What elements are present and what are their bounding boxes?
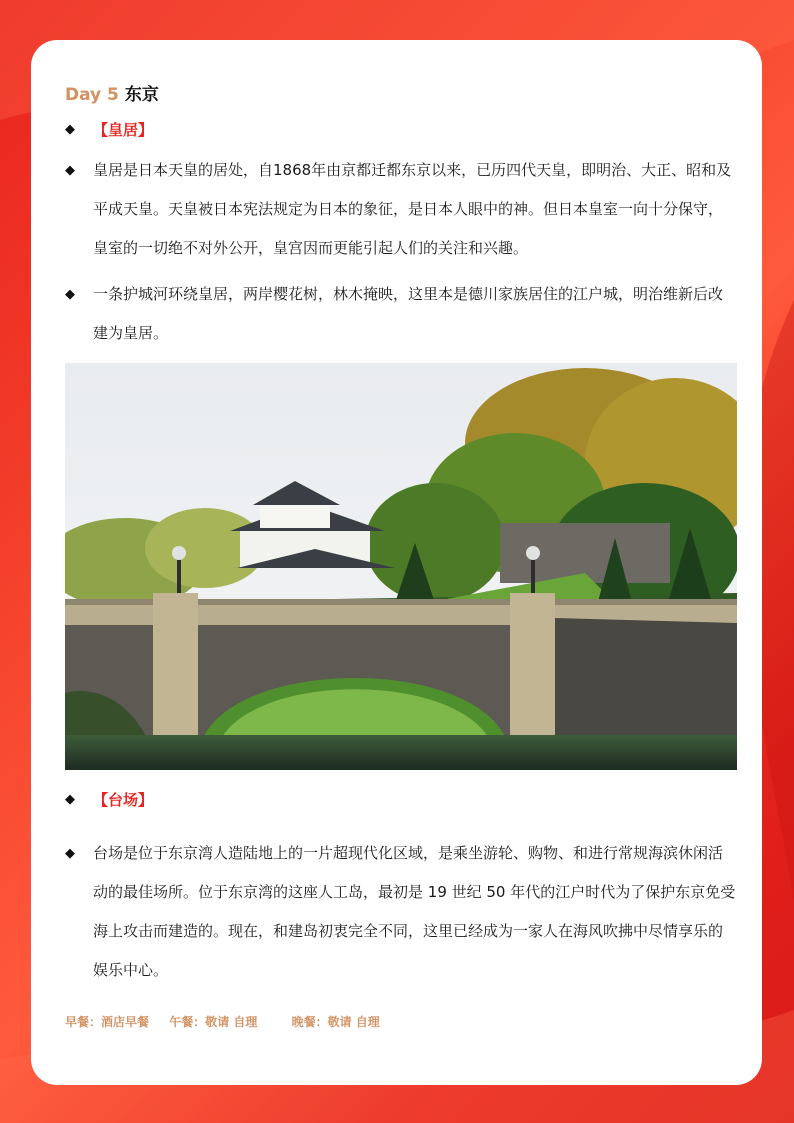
- dinner-info: 晚餐：敬请 自理: [291, 1015, 380, 1029]
- section-heading-imperial-palace: [65, 117, 153, 143]
- diamond-bullet-icon: ◆: [65, 846, 75, 861]
- day-title: [65, 82, 159, 108]
- section-heading-odaiba: [65, 787, 153, 813]
- diamond-bullet-icon: ◆: [65, 792, 75, 807]
- imperial-palace-photo: [65, 363, 737, 770]
- diamond-bullet-icon: ◆: [65, 163, 75, 178]
- paragraph-text: 台场是位于东京湾人造陆地上的一片超现代化区域，是乘坐游轮、购物、和进行常规海滨休闲活动的最佳场所。位于东京湾的这座人工岛，最初是 19 世纪 50 年代的江户时代为了保护东京免受海上攻击而建造的。现在，和建岛初衷完全不同，这里已经成为一家人在海风吹拂中尽情享乐的娱乐中心。: [93, 844, 736, 979]
- paragraph-odaiba-1: [65, 834, 737, 990]
- day-city: 东京: [124, 85, 159, 105]
- diamond-bullet-icon: ◆: [65, 287, 75, 302]
- paragraph-text: 皇居是日本天皇的居处，自1868年由京都迁都东京以来，已历四代天皇，即明治、大正、昭和及平成天皇。天皇被日本宪法规定为日本的象征，是日本人眼中的神。但日本皇室一向十分保守，皇室的一切绝不对外公开，皇宫因而更能引起人们的关注和兴趣。: [93, 161, 732, 257]
- diamond-bullet-icon: ◆: [65, 122, 75, 137]
- paragraph-text: 一条护城河环绕皇居，两岸樱花树，林木掩映，这里本是德川家族居住的江户城，明治维新后改建为皇居。: [93, 285, 724, 342]
- paragraph-imperial-palace-2: [65, 275, 737, 353]
- breakfast-info: 早餐：酒店早餐: [65, 1015, 150, 1029]
- meals-line: [65, 1012, 380, 1032]
- lunch-info: 午餐：敬请 自理: [169, 1015, 258, 1029]
- section-heading-text: 【台场】: [93, 791, 154, 809]
- section-heading-text: 【皇居】: [93, 121, 154, 139]
- content-card: [31, 40, 762, 1085]
- day-number: Day 5: [65, 85, 119, 105]
- paragraph-imperial-palace-1: [65, 151, 737, 268]
